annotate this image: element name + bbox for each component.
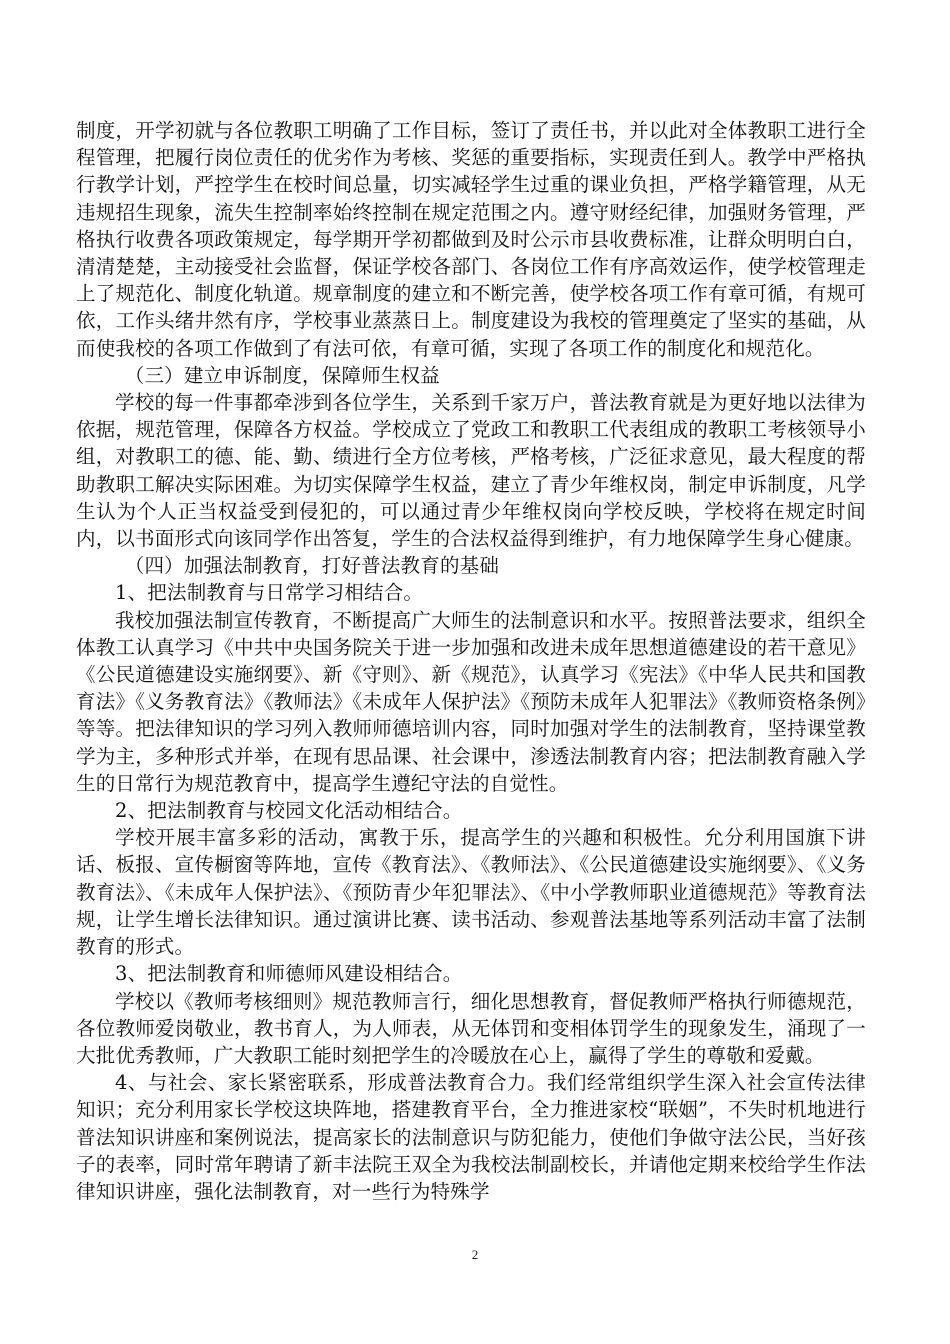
paragraph: 我校加强法制宣传教育，不断提高广大师生的法制意识和水平。按照普法要求，组织全体教工认真学习《中共中央国务院关于进一步加强和改进未成年思想道德建设的若干意见》《公民道德建设实施纲要》、新《守则》、新《规范》，认真学习《宪法》《中华人民共和国教育法》《义务教育法》《教师法》《未成年人保护法》《预防未成年人犯罪法》《教师资格条例》等等。把法律知识的学习列入教师师德培训内容，同时加强对学生的法制教育，坚持课堂教学为主，多种形式并举，在现有思品课、社会课中，渗透法制教育内容；把法制教育融入学生的日常行为规范教育中，提高学生遵纪守法的自觉性。 [76, 608, 866, 795]
section-heading: （三）建立申诉制度，保障师生权益 [124, 363, 440, 387]
page-number: 2 [471, 1247, 479, 1262]
paragraph: 制度，开学初就与各位教职工明确了工作目标，签订了责任书，并以此对全体教职工进行全程管理，把履行岗位责任的优劣作为考核、奖惩的重要指标，实现责任到人。教学中严格执行教学计划，严控学生在校时间总量，切实减轻学生过重的课业负担，严格学籍管理，从无违规招生现象，流失生控制率始终控制在规定范围之内。遵守财经纪律，加强财务管理，严格执行收费各项政策规定，每学期开学初都做到及时公示市县收费标准，让群众明明白白，清清楚楚，主动接受社会监督，保证学校各部门、各岗位工作有序高效运作，使学校管理走上了规范化、制度化轨道。规章制度的建立和不断完善，使学校各项工作有章可循，有规可依，工作头绪井然有序，学校事业蒸蒸日上。制度建设为我校的管理奠定了坚实的基础，从而使我校的各项工作做到了有法可依，有章可循，实现了各项工作的制度化和规范化。 [76, 119, 866, 360]
subheading: 2、把法制教育与校园文化活动相结合。 [115, 799, 463, 823]
document-body [76, 117, 866, 1205]
paragraph: 学校开展丰富多彩的活动，寓教于乐，提高学生的兴趣和积极性。允分利用国旗下讲话、板报、宣传橱窗等阵地，宣传《教育法》、《教师法》、《公民道德建设实施纲要》、《义务教育法》、《未成年人保护法》、《预防青少年犯罪法》、《中小学教师职业道德规范》等教育法规，让学生增长法律知识。通过演讲比赛、读书活动、参观普法基地等系列活动丰富了法制教育的形式。 [76, 826, 866, 959]
paragraph: 学校以《教师考核细则》规范教师言行，细化思想教育，督促教师严格执行师德规范，各位教师爱岗敬业，教书育人，为人师表，从无体罚和变相体罚学生的现象发生，涌现了一大批优秀教师，广大教职工能时刻把学生的冷暖放在心上，赢得了学生的尊敬和爱戴。 [76, 989, 866, 1067]
paragraph: 4、与社会、家长紧密联系，形成普法教育合力。我们经常组织学生深入社会宣传法律知识；充分利用家长学校这块阵地，搭建教育平台，全力推进家校“联姻”，不失时机地进行普法知识讲座和案例说法，提高家长的法制意识与防犯能力，使他们争做守法公民，当好孩子的表率，同时常年聘请了新丰法院王双全为我校法制副校长，并请他定期来校给学生作法律知识讲座，强化法制教育，对一些行为特殊学 [76, 1071, 866, 1203]
section-heading: （四）加强法制教育，打好普法教育的基础 [124, 554, 500, 578]
paragraph: 学校的每一件事都牵涉到各位学生，关系到千家万户，普法教育就是为更好地以法律为依据，规范管理，保障各方权益。学校成立了党政工和教职工代表组成的教职工考核领导小组，对教职工的德、能、勤、绩进行全方位考核，严格考核，广泛征求意见，最大程度的帮助教职工解决实际困难。为切实保障学生权益，建立了青少年维权岗，制定申诉制度，凡学生认为个人正当权益受到侵犯的，可以通过青少年维权岗向学校反映，学校将在规定时间内，以书面形式向该同学作出答复，学生的合法权益得到维护，有力地保障学生身心健康。 [76, 391, 866, 551]
subheading: 1、把法制教育与日常学习相结合。 [115, 581, 424, 605]
subheading: 3、把法制教育和师德师风建设相结合。 [115, 962, 463, 986]
